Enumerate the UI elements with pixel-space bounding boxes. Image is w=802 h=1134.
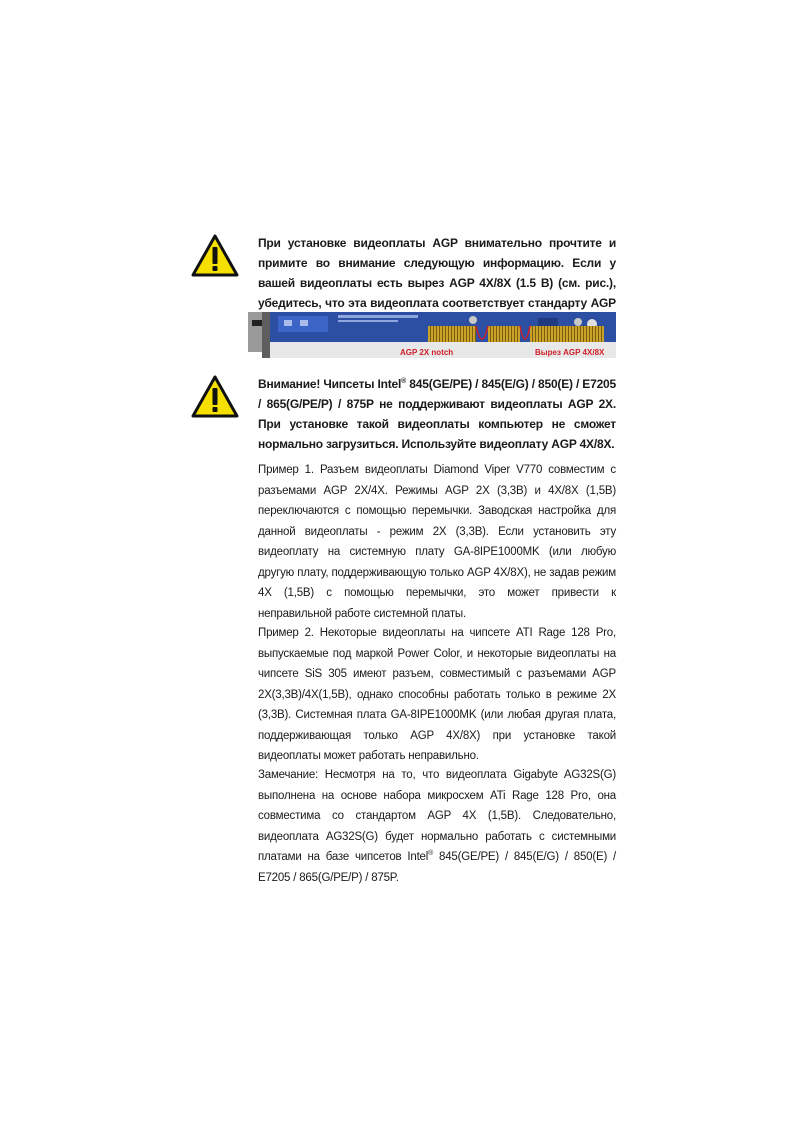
agp-4x8x-notch-label: Вырез AGP 4X/8X xyxy=(535,348,605,357)
registered-mark: ® xyxy=(428,850,434,858)
example-1-paragraph: Пример 1. Разъем видеоплаты Diamond Viper V770 совместим с разъемами AGP 2X/4X. Режимы AGP 2X (3,3В) и 4X/8X (1,5В) переключаются с помощью перемычки. Заводская настройка для данной видеоплаты - режим 2X (3,3В). Если установить эту видеоплату на системную плату GA-8IPE1000MK (или любую другую плату, поддерживающую только AGP 4X/8X), не задав режим 4X (1,5В) с помощью перемычки, это может привести к неправильной работе системной платы. xyxy=(258,464,616,620)
note-text-b: 845(GE/PE) / 845(E/G) / 850(E) / E7205 / 865(G/PE/P) / 875P. xyxy=(258,851,617,884)
note-text-a: Замечание: Несмотря на то, что видеоплата Gigabyte AG32S(G) выполнена на основе набора микросхем ATi Rage 128 Pro, она совместима со стандартом AGP 4X (1,5В). Следовательно, видеоплата AG32S(G) будет нормально работать с системными платами на базе чипсетов Intel xyxy=(258,769,616,863)
agp-2x-notch-label: AGP 2X notch xyxy=(400,348,454,357)
note-paragraph xyxy=(258,765,616,888)
warning2-text-a: Внимание! Чипсеты Intel xyxy=(258,377,402,391)
example-2-paragraph: Пример 2. Некоторые видеоплаты на чипсете ATI Rage 128 Pro, выпускаемые под маркой Power Color, и некоторые видеоплаты на чипсете SiS 305 имеют разъем, совместимый с разъемами AGP 2X(3,3В)/4X(1,5В), однако способны работать только в режиме 2X (3,3В). Системная плата GA-8IPE1000MK (или любая другая плата, поддерживающая только AGP 4X/8X) при установке такой видеоплаты может работать неправильно. xyxy=(258,627,616,762)
warning-triangle-icon xyxy=(190,233,240,279)
warning-triangle-icon xyxy=(190,374,240,420)
agp-installation-warning: При установке видеоплаты AGP внимательно прочтите и примите во внимание следующую информацию. Если у вашей видеоплаты есть вырез AGP 4X/8X (1.5 В) (см. рис.), убедитесь, что эта видеоплата соответствует стандарту AGP xyxy=(258,236,616,310)
agp-card-edge-figure xyxy=(248,312,616,358)
chipset-compatibility-warning xyxy=(258,374,616,454)
warning2-text-b: 845(GE/PE) / 845(E/G) / 850(E) / E7205 / 865(G/PE/P) / 875P не поддерживают видеоплаты AGP 2X. При установке такой видеоплаты компьютер не сможет нормально загрузиться. Используйте видеоплату AGP 4X/8X. xyxy=(258,377,616,451)
registered-mark: ® xyxy=(401,378,407,385)
